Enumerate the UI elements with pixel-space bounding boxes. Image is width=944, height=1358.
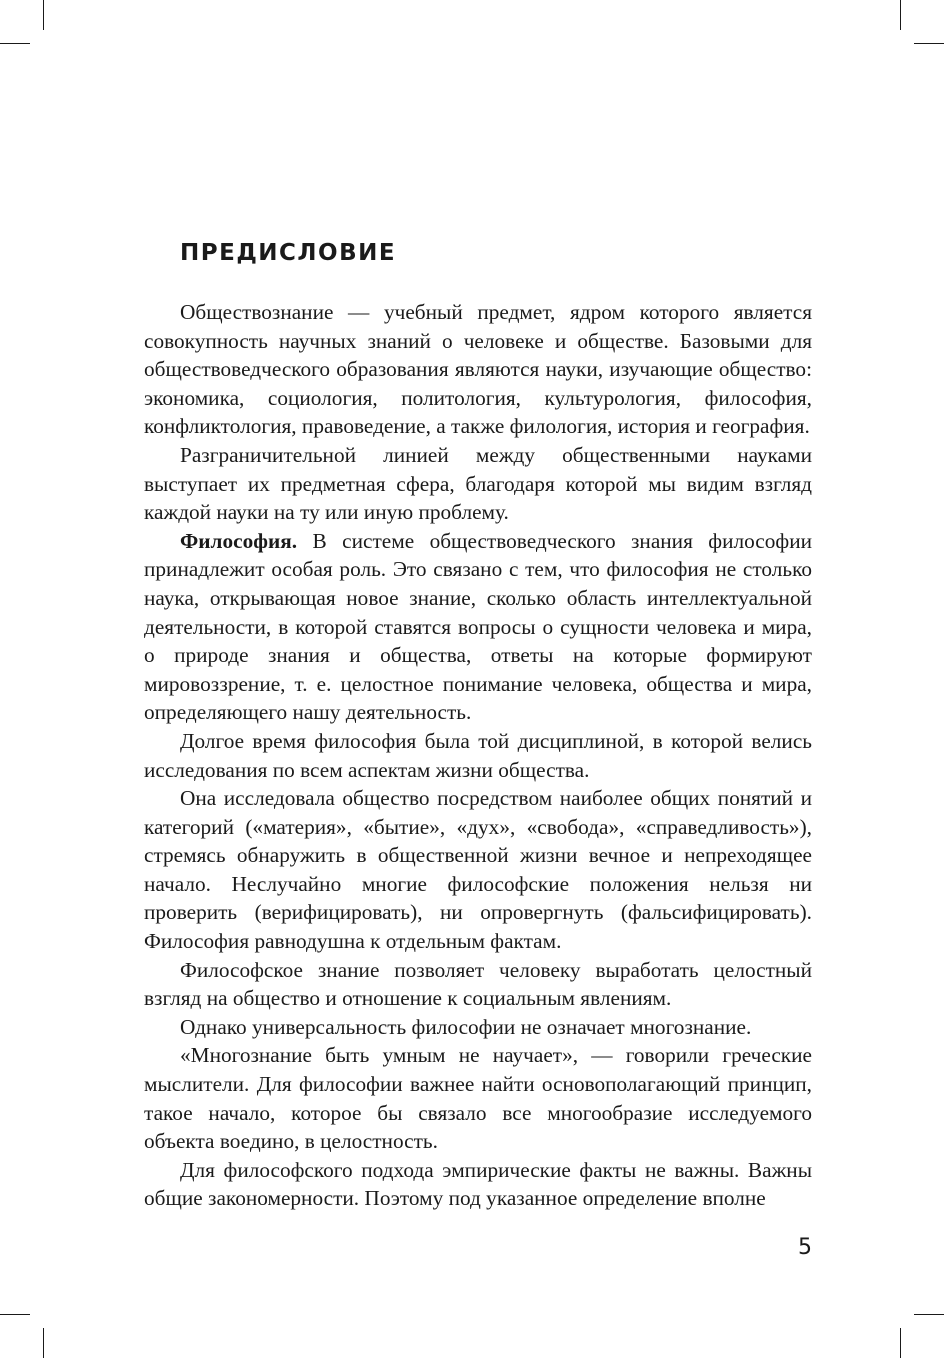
paragraph-7: Однако универсальность философии не означает многознание. — [180, 1014, 752, 1039]
crop-mark-bottom-left — [43, 1328, 44, 1358]
body-text — [144, 298, 812, 1213]
crop-mark-bottom-left-horizontal — [0, 1314, 30, 1315]
paragraph-5: Она исследовала общество посредством наиболее общих понятий и категорий («материя», «бытие», «дух», «свобода», «справедливость»), стремясь обнаружить в общественной жизни вечное и непреходящее начало. Неслучайно многие философские положения нельзя ни проверить (верифицировать), ни опровергнуть (фальсифицировать). Философия равнодушна к отдельным фактам. — [144, 786, 812, 954]
paragraph-1: Обществознание — учебный предмет, ядром которого является совокупность научных знаний о человеке и обществе. Базовыми для обществоведческого образования являются науки, изучающие общество: экономика, социология, политология, культурология, философия, конфликтология, правоведение, а также филология, история и география. — [144, 300, 812, 439]
paragraph-3 — [144, 527, 812, 727]
crop-mark-top-left-horizontal — [0, 43, 30, 44]
crop-mark-top-left — [43, 0, 44, 30]
crop-mark-top-right-horizontal — [914, 43, 944, 44]
paragraph-9: Для философского подхода эмпирические факты не важны. Важны общие закономерности. Поэтому под указанное определение вполне — [144, 1157, 812, 1211]
paragraph-6: Философское знание позволяет человеку выработать целостный взгляд на общество и отношение к социальным явлениям. — [144, 957, 812, 1011]
philosophy-lead-term: Философия. — [180, 528, 298, 553]
crop-mark-bottom-right-horizontal — [914, 1314, 944, 1315]
paragraph-2: Разграничительной линией между общественными науками выступает их предметная сфера, благодаря которой мы видим взгляд каждой науки на ту или иную проблему. — [144, 442, 812, 525]
paragraph-4: Долгое время философия была той дисциплиной, в которой велись исследования по всем аспектам жизни общества. — [144, 728, 812, 782]
paragraph-3-text: В системе обществоведческого знания философии принадлежит особая роль. Это связано с тем, что философия не столько наука, открывающая новое знание, сколько область интеллектуальной деятельности, в которой ставятся вопросы о сущности человека и мира, о природе знания и общества, ответы на которые формируют мировоззрение, т. е. целостное понимание человека, общества и мира, определяющего нашу деятельность. — [144, 528, 812, 725]
page-number: 5 — [798, 1235, 812, 1260]
crop-mark-top-right — [900, 0, 901, 30]
crop-mark-bottom-right — [900, 1328, 901, 1358]
page-title: ПРЕДИСЛОВИЕ — [180, 240, 397, 266]
paragraph-8: «Многознание быть умным не научает», — говорили греческие мыслители. Для философии важнее найти основополагающий принцип, такое начало, которое бы связало все многообразие исследуемого объекта воедино, в целостность. — [144, 1043, 812, 1154]
